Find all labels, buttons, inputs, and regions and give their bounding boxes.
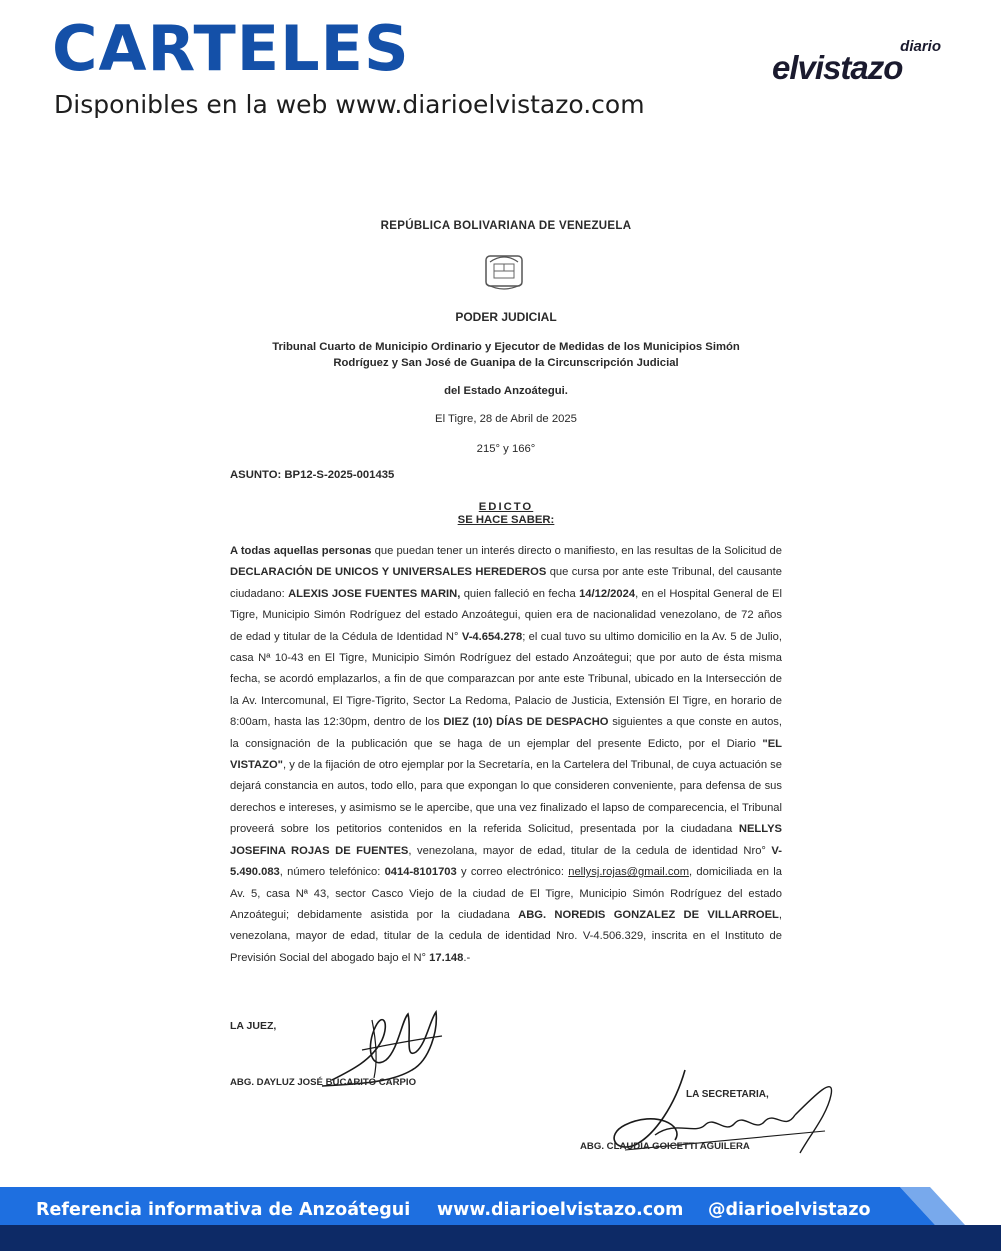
edict-subtitle: SE HACE SABER: [457,514,555,526]
header-subtitle: Disponibles en la web www.diarioelvistazo.com [54,90,645,119]
header-title: CARTELES [52,12,410,85]
footer-social-handle[interactable]: @diarioelvistazo [708,1200,871,1220]
body-part: que puedan tener un interés directo o manifiesto, en las resultas de la Solicitud de [371,545,783,557]
judge-name: ABG. DAYLUZ JOSÉ BUCARITO CARPIO [230,1077,417,1088]
email-link[interactable]: nellysj.rojas@gmail.com [568,866,690,879]
body-part: , número telefónico: [279,866,385,879]
body-part: .- [463,951,471,964]
body-part: , domiciliada en la Av. 5, casa Nª 43, sector Casco Viejo de la ciudad de El Tigre, Municipio Simón Rodríguez del estado Anzoátegui; debidamente asistida por la ciudadana [230,866,782,921]
tribunal-line-1: Tribunal Cuarto de Municipio Ordinario y Ejecutor de Medidas de los Municipios Simón [272,341,740,353]
body-part: DECLARACIÓN DE UNICOS Y UNIVERSALES HEREDEROS [230,566,547,579]
body-part: 14/12/2024 [579,587,636,600]
body-part: V-4.654.278 [461,630,523,643]
edict-title: EDICTO [478,501,534,513]
judge-label: LA JUEZ, [230,1020,277,1032]
body-part: , y de la fijación de otro ejemplar por la Secretaría, en la Cartelera del Tribunal, de cuya actuación se dejará constancia en autos, todo ello, para que expongan lo que consideren conveniente, para defensa de sus derechos e intereses, y asimismo se le apercibe, que una vez finalizado el lapso de comparecencia, el Tribunal proveerá sobre los petitorios contenidos en la referida Solicitud, presentada por la ciudadana [230,759,782,836]
body-part: y correo electrónico: [456,866,569,879]
body-part: ; el cual tuvo su ultimo domicilio en la Av. 5 de Julio, casa Nª 10-43 en El Tigre, Municipio Simón Rodríguez del estado Anzoátegui; que por auto de ésta misma fecha, se acordó emplazarlos, a fin de que comparazcan por ante este Tribunal, ubicado en la Intersección de la Av. Intercomunal, El Tigre-Tigrito, Sector La Redoma, Palacio de Justicia, Extensión El Tigre, en horario de 8:00am, hasta las 12:30pm, dentro de los [230,630,782,729]
document-date: El Tigre, 28 de Abril de 2025 [435,413,577,425]
logo-main-text: elvistazo [772,49,903,86]
body-part: , venezolana, mayor de edad, titular de la cedula de identidad Nro° [408,844,772,857]
body-part: V-5.490.083 [230,844,782,879]
document-years: 215° y 166° [476,443,536,455]
body-part: , en el Hospital General de El Tigre, Municipio Simón Rodríguez del estado Anzoátegui, quien era de nacionalidad venezolano, de 72 años de edad y titular de la Cédula de Identidad N° [230,587,782,643]
body-part: NELLYS JOSEFINA ROJAS DE FUENTES [230,823,782,857]
body-part: que cursa por ante este Tribunal, del causante ciudadano: [230,566,782,600]
body-part: 0414-8101703 [384,866,457,879]
elvistazo-logo [772,38,947,88]
body-part: ALEXIS JOSE FUENTES MARIN, [288,587,461,600]
body-part: ABG. NOREDIS GONZALEZ DE VILLARROEL [518,908,779,921]
case-number: ASUNTO: BP12-S-2025-001435 [230,469,395,481]
tribunal-line-2: Rodríguez y San José de Guanipa de la Circunscripción Judicial [333,357,679,369]
edict-body [230,541,782,969]
judicial-power-heading: PODER JUDICIAL [455,310,557,324]
body-part: DIEZ (10) DÍAS DE DESPACHO [443,716,609,729]
body-part: 17.148 [429,951,464,964]
coat-of-arms-seal [480,250,528,294]
body-part: "EL VISTAZO" [230,737,782,772]
logo-small-text: diario [900,38,941,55]
secretary-label: LA SECRETARIA, [686,1089,769,1100]
body-part: A todas aquellas personas [230,545,372,557]
body-part: siguientes a que conste en autos, la consignación de la publicación que se haga de un ejemplar del presente Edicto, por el Diario [230,716,783,750]
republic-heading: REPÚBLICA BOLIVARIANA DE VENEZUELA [380,220,632,232]
tribunal-heading [230,339,782,371]
secretary-name: ABG. CLAUDIA GOICETTI AGUILERA [580,1141,750,1152]
state-heading: del Estado Anzoátegui. [444,385,568,397]
footer-website-link[interactable]: www.diarioelvistazo.com [437,1200,684,1220]
body-part: , venezolana, mayor de edad, titular de la cedula de identidad Nro. V-4.506.329, inscrita en el Instituto de Previsión Social del abogado bajo el N° [230,908,783,964]
body-part: quien falleció en fecha [460,587,580,600]
footer-reference: Referencia informativa de Anzoátegui [36,1200,411,1220]
